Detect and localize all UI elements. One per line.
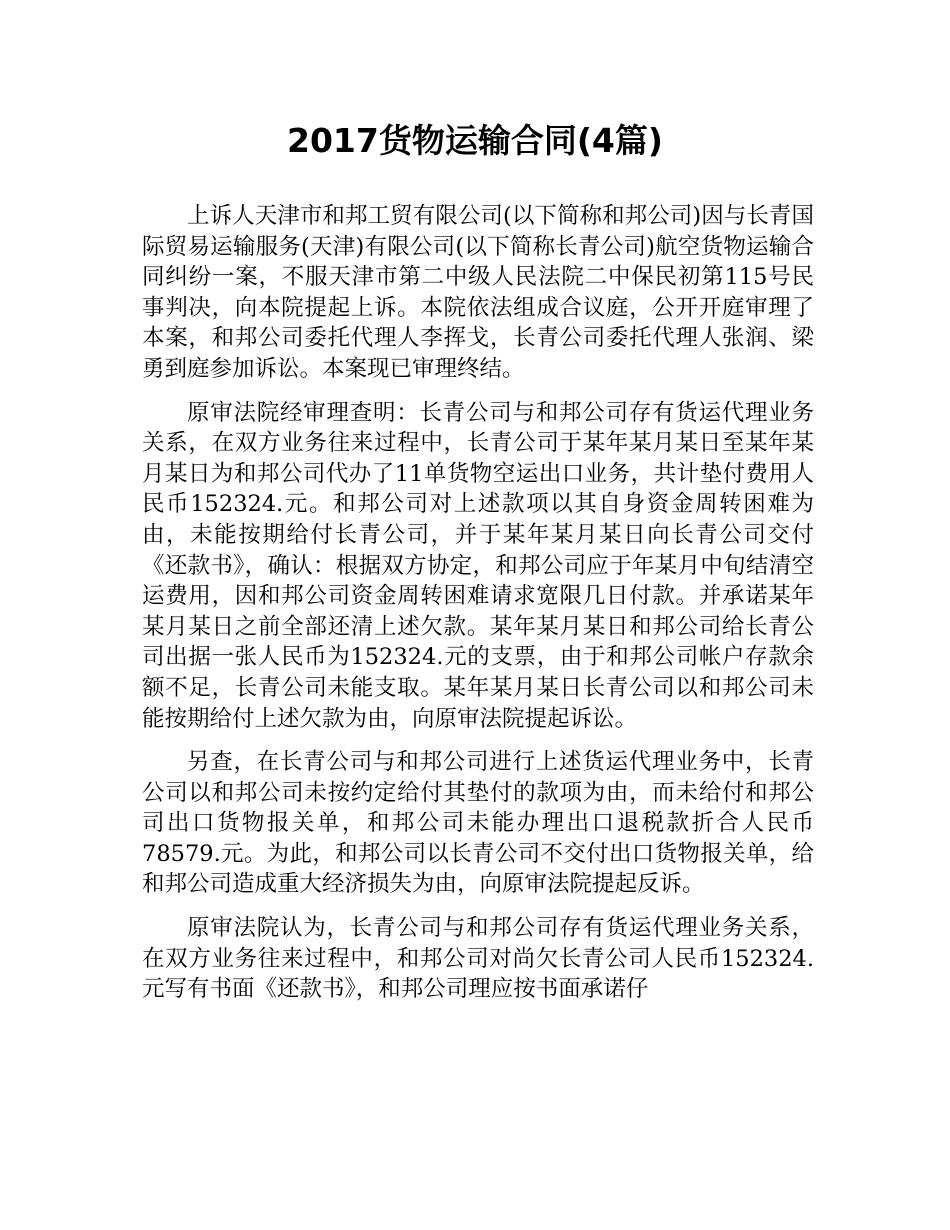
paragraph-court-opinion: 原审法院认为，长青公司与和邦公司存有货运代理业务关系，在双方业务往来过程中，和邦公司对尚欠长青公司人民币152324.元写有书面《还款书》，和邦公司理应按书面承诺仔: [142, 915, 814, 1003]
paragraph-facts-found: 原审法院经审理查明：长青公司与和邦公司存有货运代理业务关系，在双方业务往来过程中，长青公司于某年某月某日至某年某月某日为和邦公司代办了11单货物空运出口业务，共计垫付费用人民币152324.元。和邦公司对上述款项以其自身资金周转困难为由，未能按期给付长青公司，并于某年某月某日向长青公司交付《还款书》，确认：根据双方协定，和邦公司应于年某月中旬结清空运费用，因和邦公司资金周转困难请求宽限几日付款。并承诺某年某月某日之前全部还清上述欠款。某年某月某日和邦公司给长青公司出据一张人民币为152324.元的支票，由于和邦公司帐户存款余额不足，长青公司未能支取。某年某月某日长青公司以和邦公司未能按期给付上述欠款为由，向原审法院提起诉讼。: [142, 399, 814, 732]
paragraph-appeal-intro: 上诉人天津市和邦工贸有限公司(以下简称和邦公司)因与长青国际贸易运输服务(天津)有限公司(以下简称长青公司)航空货物运输合同纠纷一案，不服天津市第二中级人民法院二中保民初第115号民事判决，向本院提起上诉。本院依法组成合议庭，公开开庭审理了本案，和邦公司委托代理人李挥戈，长青公司委托代理人张润、梁勇到庭参加诉讼。本案现已审理终结。: [142, 203, 814, 382]
document-body: [142, 201, 814, 1018]
document-title: 2017货物运输合同(4篇): [287, 121, 663, 160]
paragraph-further-findings: 另查，在长青公司与和邦公司进行上述货运代理业务中，长青公司以和邦公司未按约定给付其垫付的款项为由，而未给付和邦公司出口货物报关单，和邦公司未能办理出口退税款折合人民币78579.元。为此，和邦公司以长青公司不交付出口货物报关单，给和邦公司造成重大经济损失为由，向原审法院提起反诉。: [142, 749, 814, 898]
